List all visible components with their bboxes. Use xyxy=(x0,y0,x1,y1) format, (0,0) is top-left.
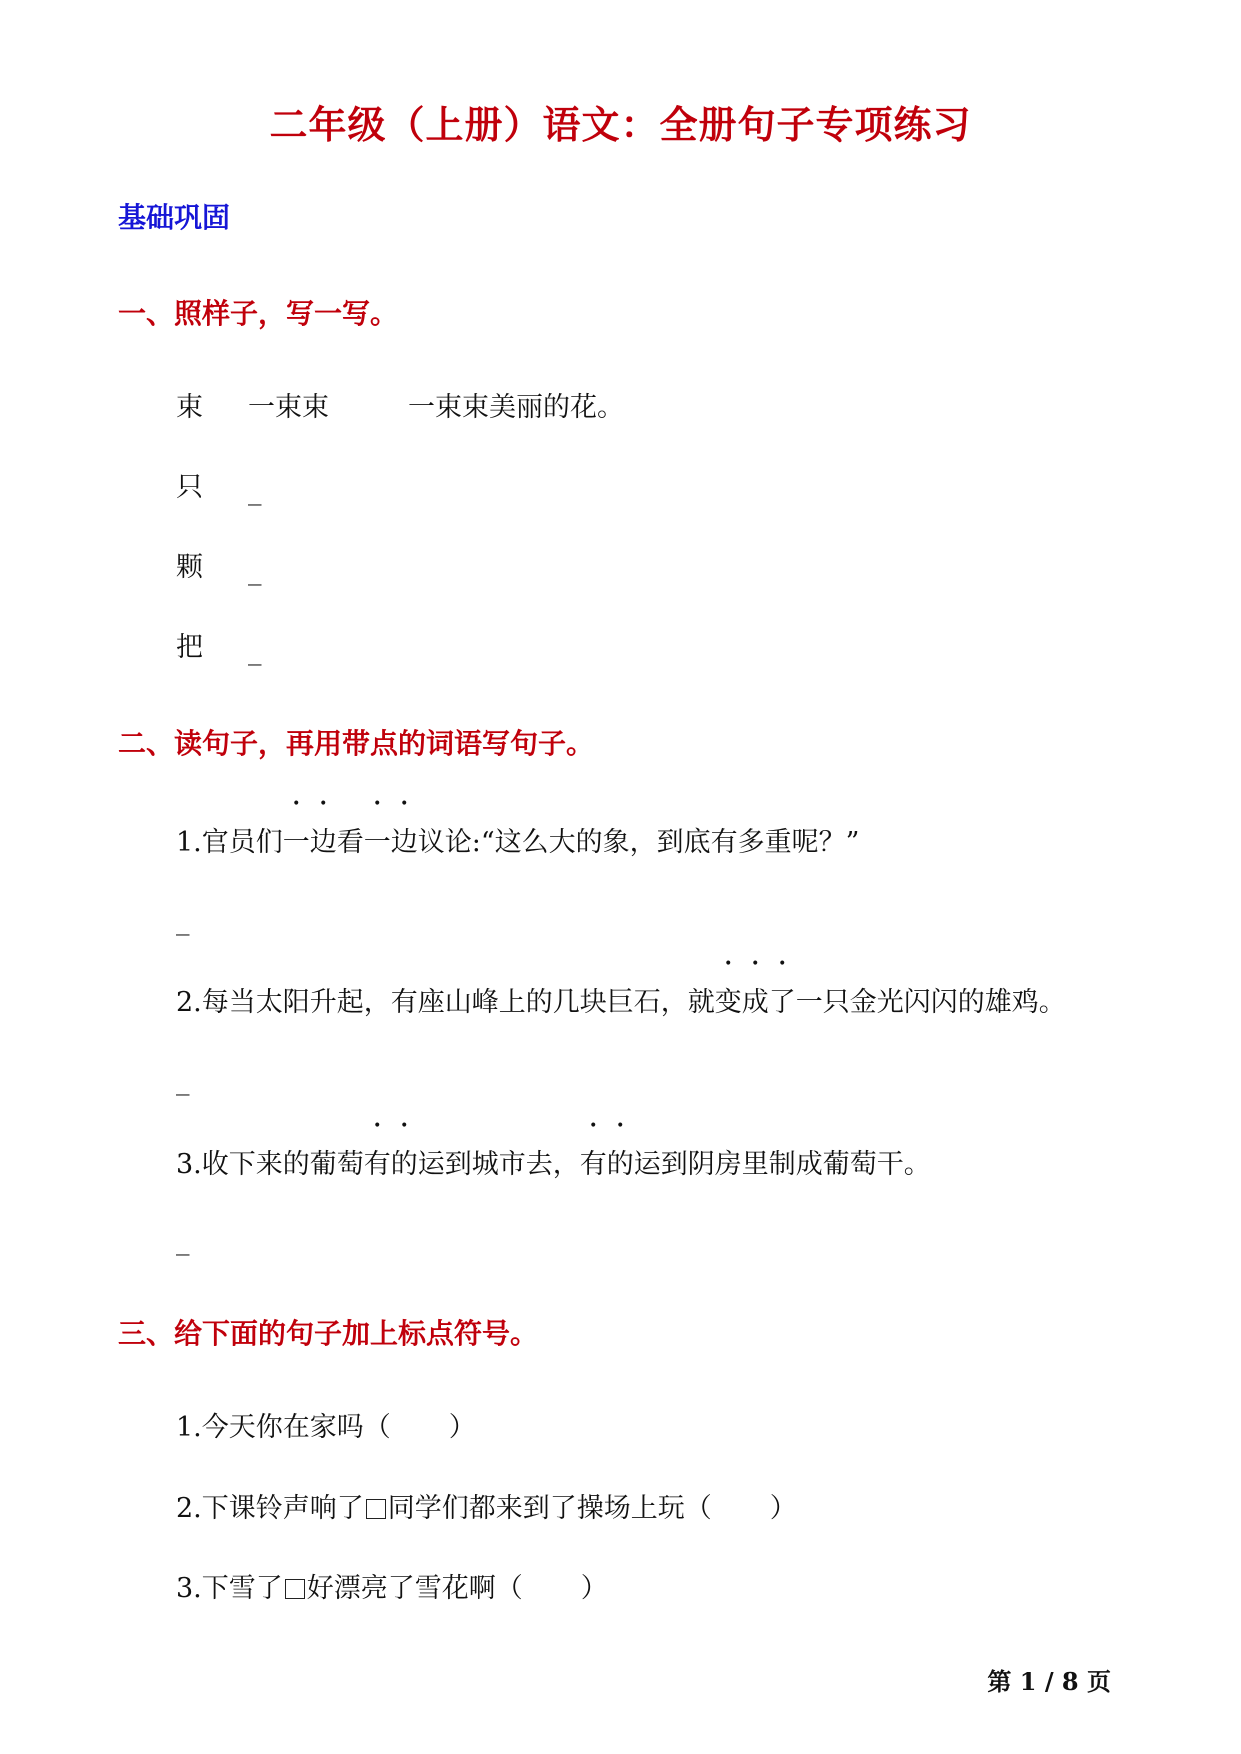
sentence-text: 运到阴房里制成葡萄干。 xyxy=(633,1149,931,1180)
sentence-text: ） xyxy=(769,1493,797,1524)
sentence-text: 好漂亮了雪花啊（ xyxy=(306,1573,523,1604)
row-char: 把 xyxy=(176,632,203,663)
dotted-char: 一 xyxy=(282,827,310,858)
section2-heading: 二、读句子，再用带点的词语写句子。 xyxy=(118,727,595,760)
dotted-char: 的 xyxy=(606,1149,634,1180)
sentence-text: 2.每当太阳升起，有座山峰上的几块巨石，就 xyxy=(176,987,715,1018)
punctuation-item xyxy=(176,1486,797,1525)
answer-blank[interactable]: _ xyxy=(248,635,262,666)
sentence-text: 1.官员们 xyxy=(176,827,283,858)
sentence-text: 3.收下来的葡萄 xyxy=(176,1149,364,1180)
dotted-char: 了 xyxy=(768,987,796,1018)
punctuation-box[interactable] xyxy=(285,1579,305,1599)
section-subtitle: 基础巩固 xyxy=(118,201,231,234)
row-char: 颗 xyxy=(176,552,203,583)
dotted-char: 变 xyxy=(714,987,742,1018)
sentence-item xyxy=(176,980,1066,1019)
answer-blank[interactable]: _ xyxy=(176,1225,190,1256)
punctuation-box[interactable] xyxy=(366,1499,386,1519)
sentence-text: 运到城市去， xyxy=(417,1149,580,1180)
sentence-text: ） xyxy=(580,1573,608,1604)
row-char: 只 xyxy=(176,472,203,503)
sentence-text: 3.下雪了 xyxy=(176,1573,283,1604)
answer-blank[interactable]: _ xyxy=(248,475,262,506)
sentence-text: 2.下课铃声响了 xyxy=(176,1493,364,1524)
dotted-char: 的 xyxy=(390,1149,418,1180)
sentence-text: 一只金光闪闪的雄鸡。 xyxy=(795,987,1066,1018)
sentence-text: 看 xyxy=(336,827,364,858)
sentence-text: 1.今天你在家吗（ xyxy=(176,1412,391,1443)
punctuation-item xyxy=(176,1566,608,1605)
page-number: 第 1 / 8 页 xyxy=(987,1667,1111,1696)
punctuation-item xyxy=(176,1405,476,1444)
dotted-char: 成 xyxy=(741,987,769,1018)
dotted-char: 边 xyxy=(390,827,418,858)
dotted-char: 有 xyxy=(579,1149,607,1180)
section3-heading: 三、给下面的句子加上标点符号。 xyxy=(118,1317,539,1350)
sentence-text: ） xyxy=(448,1412,476,1443)
sentence-text: 同学们都来到了操场上玩（ xyxy=(387,1493,712,1524)
sentence-item xyxy=(176,820,859,859)
section1-heading: 一、照样子，写一写。 xyxy=(118,297,399,330)
example-phrase: 一束束 xyxy=(248,392,329,423)
answer-blank[interactable]: _ xyxy=(176,1065,190,1096)
example-sentence: 一束束美丽的花。 xyxy=(408,392,624,423)
dotted-char: 有 xyxy=(363,1149,391,1180)
sentence-item xyxy=(176,1142,931,1181)
page-title: 二年级（上册）语文：全册句子专项练习 xyxy=(269,102,972,147)
dotted-char: 边 xyxy=(309,827,337,858)
answer-blank[interactable]: _ xyxy=(176,905,190,936)
dotted-char: 一 xyxy=(363,827,391,858)
example-char: 束 xyxy=(176,392,203,423)
sentence-text: 议论:“这么大的象，到底有多重呢？” xyxy=(417,827,860,858)
answer-blank[interactable]: _ xyxy=(248,555,262,586)
